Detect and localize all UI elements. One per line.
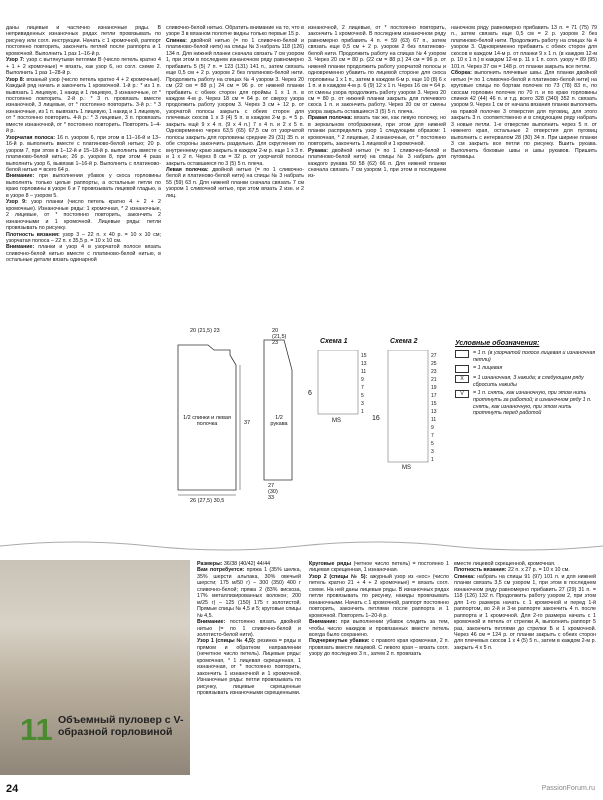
paragraph-text: сливочно-белой нитью. Обратить внимание на то, что в узоре 3 в вязаном полотне видны только первые 15 р. <box>166 25 304 38</box>
text-column-6 <box>309 561 449 776</box>
dim-sleeve-top: 20 (21,5) 23 <box>272 328 287 346</box>
paragraph-heading: Сборка: <box>451 70 472 77</box>
paragraph-heading: Внимание: <box>197 619 226 626</box>
scheme-row-number: 15 <box>361 353 367 359</box>
paragraph-heading: Узор 9: <box>6 199 27 206</box>
scheme-row-number: 11 <box>361 369 367 375</box>
dim-height: 37 <box>244 420 251 426</box>
paragraph <box>166 167 304 199</box>
dim-sleeve-bottom: 27 (30) 33 <box>268 483 278 501</box>
paragraph-text: при выполнении убавок у скоса горловины выполнять только целые раппорты, а остальные петли по краю горловины в узоре 6 и 7 провязывать лицевой гладью, а в узоре 8 – узором 5. <box>6 173 161 199</box>
paragraph-text: с правого края кромочная, 2 п. провязать вместе лицевой. С левого края – вязать согл. узору до последних 3 п., затем 2 п. провязать <box>309 638 449 658</box>
paragraph <box>6 173 161 199</box>
page-number: 24 <box>6 783 19 795</box>
scheme-row-number: 3 <box>361 401 364 407</box>
scheme-row-number: 1 <box>431 457 434 463</box>
legend-sym-knit <box>455 365 469 373</box>
paragraph <box>309 619 449 638</box>
scheme-1-rows <box>361 352 367 416</box>
paragraph-heading: Спинка: <box>454 573 475 580</box>
pattern-title: Объемный пуловер с V-образной горловиной <box>58 714 184 738</box>
scheme-row-number: 27 <box>431 353 437 359</box>
scheme-row-number: 3 <box>431 449 434 455</box>
pattern-diagram <box>160 320 305 530</box>
paragraph-heading: Правая полочка: <box>308 115 353 122</box>
scheme-row-number: 11 <box>431 417 437 423</box>
paragraph <box>6 244 161 263</box>
text-column-4 <box>451 25 597 333</box>
paragraph-text: двойной нитью (= по 1 сливочно-белой и платиново-белой нити) на спицы № 3 набрать 55 (59) 63 п. Для нижней планки сначала связать 7 см узором 1 сливочной нитью, при этом вязать 2 изн. и 2 лиц. <box>166 166 304 199</box>
paragraph <box>454 574 596 651</box>
scheme-row-number: 19 <box>431 385 437 391</box>
site-watermark: PassionForum.ru <box>541 785 595 792</box>
paragraph <box>6 199 161 231</box>
paragraph-text: узор с вытянутыми петлями В (число петель кратно 4 + 1 + 2 кромочные) = вязать, как узор 6, но согл. схеме 2. Выполнить 1 раз 1–28-й р. <box>6 57 161 77</box>
paragraph-text: 16 п. узором 6, при этом в 11–16-й и 13–16-й р. выполнить вместе с платиново-белой нитью; 20 р. узором 7, при этом в 1–12-й и 15–18-й р. выполнить вместе с платиново-белой нитью; 26 р. узором 8, при этом 4 раза выполнить узор 6, вывязав 1–16-й р. Выполнить с платиново-белой нитью = всего 64 р. <box>6 134 161 173</box>
legend-item: = 1 лицевая <box>473 365 503 372</box>
legend-title: Условные обозначения: <box>455 340 540 347</box>
paragraph <box>309 561 449 574</box>
paragraph-text: изнаночной, 2 лицевые, от * постоянно повторить, закончить 1 кромочной. В последнем изнаночном ряду равномерно прибавить 4 п. = 59 (63) 67 п., затем связать еще 0,5 см + 2 р. узором 2 без платиново-белой нити. Продолжить работу на спицах № 4 узором 3. Через 20 см = 80 р. (22 см = 88 р.) 24 см = 96 р. от нижней планки продолжить работу узорчатой полосы и одновременно убавить по лицевой стороне для скоса горловины 1 х 1 п., затем в каждом 6-м р. еще 10 (8) 6 х 1 п. и в каждом 4-м р. 6 (9) 12 х 1 п. Через 16 см = 64 р. от смены узора продолжить работу узором 3. Через 20 см = 80 р. от нижней планки закрыть для плечевого скоса 1 п. и закончить работу. Через 20 см от смены узора закрыть оставшиеся 3 (5) 5 п. плеча. <box>308 25 446 115</box>
scheme-row-number: 21 <box>431 377 437 383</box>
paragraph-heading: Рукава: <box>308 147 328 154</box>
pattern-number: 11 <box>20 712 53 747</box>
paragraph-text: 36/38 (40/42) 44/44 <box>223 561 271 567</box>
paragraph <box>309 638 449 657</box>
paragraph-heading: Внимание: <box>309 619 338 626</box>
legend-item: = 1 п. (в узорчатой полосе лицевая и изнаночная петли) <box>473 350 596 363</box>
scheme-2-ms: MS <box>402 465 411 471</box>
scheme-row-number: 1 <box>361 409 364 415</box>
legend-sym-purl: X <box>455 375 469 383</box>
scheme-row-number: 7 <box>361 385 364 391</box>
paragraph-heading: Внимание: <box>6 244 35 251</box>
wave-divider <box>0 538 603 554</box>
paragraph-heading: Вам потребуется: <box>197 567 245 574</box>
scheme-row-number: 15 <box>431 401 437 407</box>
scheme-row-number: 23 <box>431 369 437 375</box>
paragraph-text: резинка = ряды в прямом и обратном направлении (нечетное число петель). Лицевые ряды: кромочная, * 1 лицевая скрещенная, 1 изнаночная, от * постоянно повторить, закончить 1 изнаночной и 1 кромочной. Изнаночные ряды: петли провязывать по рисунку, лицевые скрещенные провязывать изнаночными скрещенными. <box>197 638 301 697</box>
paragraph-text: выполнить плечевые швы. Для планки двойной нитью (= по 1 сливочно-белой и платиново-белой нити) на круговые спицы по бортам полочек по 73 (78) 83 п., по скосам горловин полочек по 70 п. и по краю горловины спинки 42 (44) 46 п. и т.д. всего 328 (340) 352 п. связать узором 9. Через 1 см от начала вязания планки выполнить на правой полочке 3 отверстия для пуговиц, для этого закрыть 3 п. соответственно и в следующем ряду набрать 3 новые петли. 1-е отверстие выполнить через 5 п. от нижнего края, остальные 2 отверстия для пуговиц выполнить с интервалом 28 (30) 34 п. При ширине планки 3 см закрыть все петли по рисунку. Вшить рукава. Выполнить боковые швы и швы рукавов. Пришить пуговицы. <box>451 70 597 161</box>
paragraph <box>6 25 161 57</box>
paragraph <box>197 567 301 619</box>
paragraph-text: наночном ряду равномерно прибавить 13 п. = 71 (75) 79 п., затем связать еще 0,5 см = 2 р. узором 2 без платиново-белой нити. Продолжить работу на спицах № 4 узором 3. Одновременно прибавить с обеих сторон для скосов в каждом 14-м р. от планки 9 х 1 п. (в каждом 12-м р. 10 х 1 п.) в каждом 12-м р. 11 х 1 п. согл. узору = 89 (95) 101 п. Через 37 см = 148 р. от планки закрыть все петли. <box>451 25 597 70</box>
paragraph-text: вместе лицевой скрещенной, кромочная. <box>454 561 556 567</box>
paragraph-heading: Круговые ряды <box>309 561 352 567</box>
product-photo <box>0 560 190 775</box>
schemes <box>308 340 458 540</box>
paragraph <box>309 574 449 619</box>
paragraph <box>308 115 446 147</box>
label-sleeve: 1/2 рукава <box>270 415 288 427</box>
text-column-7 <box>454 561 596 776</box>
scheme-row-number: 25 <box>431 361 437 367</box>
scheme-row-number: 9 <box>431 425 434 431</box>
paragraph <box>166 25 304 38</box>
paragraph-text: узор планки (число петель кратно 4 + 2 + 2 кромочные). Изнаночные ряды: 1 кромочная, * 2 изнаночные, 2 лицевые, от * постоянно повторить, закончить 2 изнаночными и 1 кромочной. Лицевые ряды: петли провязывать по рисунку. <box>6 199 161 232</box>
legend-sym-stitch <box>455 350 469 358</box>
paragraph-text: постоянно вязать двойной нитью (= по 1 сливочно-белой и золотисто-белой нити). <box>197 619 301 638</box>
paragraph-heading: Спинка: <box>166 37 187 44</box>
text-column-5 <box>197 561 301 776</box>
paragraph-text: пряжа 1 (35% шелка, 35% шерсти альпака, 30% овечьей шерсти; 175 м/50 г) – 300 (350) 400 г сливочно-белой; пряжа 2 (83% вискоза, 17% металлизированных волокон; 200 м/25 г) – 125 (150) 175 г золотистой. Прямые спицы № 4,5 и 5; круговые спицы № 4,5. <box>197 567 301 619</box>
paragraph-heading: Внимание: <box>6 173 35 180</box>
legend <box>455 340 600 540</box>
paragraph-heading: Узор 8: <box>6 76 25 83</box>
text-column-3 <box>308 25 446 333</box>
scheme-2-title: Схема 2 <box>390 338 418 345</box>
paragraph <box>197 638 301 696</box>
label-back-front: 1/2 спинки и левая полочка <box>183 415 231 427</box>
scheme-2-left-num: 16 <box>372 415 380 422</box>
paragraph <box>6 77 161 135</box>
scheme-1-left-num: 6 <box>308 390 312 397</box>
paragraph-text: ажурный узор из «кос» (число петель кратно 21 + 4 + 2 кромочные) = вязать согл. схеме. На ней даны лицевые ряды. В изнаночных рядах петли провязывать по рисунку, накиды провязывать изнаночными. Начать с 1 кромочной, раппорт постоянно повторить, закончить петлями после раппорта и 1 кромочной. Повторять 1–20-й р. <box>309 573 449 619</box>
paragraph-text: (четное число петель) = постоянно 1 лицевая скрещенная, 1 изнаночная. <box>309 561 449 574</box>
scheme-row-number: 5 <box>431 441 434 447</box>
legend-item: = 1 п. снять, как изнаночную, при этом нить протянуть за работой; в изнаночном ряду 1 п. снять, как изнаночную, при этом нить протянуть перед работой <box>473 390 592 417</box>
paragraph-heading: Размеры: <box>197 561 223 567</box>
scheme-row-number: 5 <box>361 393 364 399</box>
paragraph-heading: Узор 2 (спицы № 5): <box>309 573 368 580</box>
paragraph-heading: Узорчатая полоса: <box>6 134 55 141</box>
paragraph-text: 22 п. х 27 р. = 10 х 10 см. <box>508 567 570 574</box>
paragraph-text: узор 3 – 22 п. х 40 р. = 10 х 10 см; узорчатая полоса – 22 п. х 35,5 р. = 10 х 10 см. <box>6 231 161 244</box>
scheme-row-number: 13 <box>431 409 437 415</box>
legend-item: = 1 изнаночная, 3 накида; в следующем ряду сбросить накиды <box>473 375 584 388</box>
legend-sym-slip: V <box>455 390 469 398</box>
paragraph-heading: Подчеркнутые убавки: <box>309 638 370 645</box>
paragraph <box>6 135 161 174</box>
paragraph-heading: Узор 7: <box>6 57 25 64</box>
paragraph <box>308 148 446 180</box>
paragraph-text: при выполнении убавок следить за тем, чтобы число накидов и провязанных вместе петель всегда было сохранено. <box>309 619 449 638</box>
dim-top: 20 (21,5) 23 <box>190 328 220 334</box>
scheme-1-ms: MS <box>332 418 341 424</box>
paragraph <box>166 38 304 167</box>
scheme-1-title: Схема 1 <box>320 338 348 345</box>
paragraph-text: двойной нитью (= по 1 сливочно-белой и платиново-белой нити) на спицы № 3 набрать 118 (126) 134 п. Для нижней планки сначала связать 7 см узором 1, при этом в последнем изнаночном ряду равномерно прибавить 5 (5) 7 п. = 123 (131) 141 п., затем связать еще 0,5 см + 2 р. узором 2 без платиново-белой нити. Продолжить работу на спицах № 4 узором 3. Через 20 см (22 см = 88 р.) 24 см = 96 р. от нижней планки прибавить с обеих сторон для проймы 1 х 1 п. в каждом 4-м р. Через 18 см = 64 р. от сверху узора продолжить работу узором 3. Через 3 см + 12 р. от узорчатой полосы закрыть с обеих сторон для плечевых скосов 1 х 3 (4) 5 п. в каждом 2-м р. = 5 р. закрыть ещё 9 х 4 п. (9 х 4 п.) 7 х 4 п. и 2 х 5 п. Одновременно через 63,5 (65) 67,5 см от узорчатой полосы закрыть для горловины средние 29 (31) 35 п. и обе стороны закончить раздельно. Для скругления по внутреннему краю закрыть в каждом 2-м р. еще 1 х 3 п. и 1 х 2 п. Через 8 см = 32 р. от узорчатой полосы закрыть оставшиеся по 3 (5) 5 п. плеча. <box>166 37 304 167</box>
paragraph-heading: Левая полочка: <box>166 166 209 173</box>
text-column-1 <box>6 25 161 505</box>
paragraph-text: двойной нитью (= по 1 сливочно-белой и платиново-белой нити) на спицы № 3 набрать для каждого рукава 50 58 (62) 66 п. Для нижней планки сначала связать 7 см узором 1, при этом в последнем из- <box>308 147 446 180</box>
paragraph-text: вязаный узор (число петель кратно 4 + 2 кромочные). Каждый ряд начать и закончить 1 кромочной. 1-й р.: * из 1 п. вывязать 1 лицевую, 1 накид и 1 лицевую, 3 изнаночные, от * постоянно повторить. 2-й р.: * 3 п. провязать вместе изнаночной, 3 лицевые, от * постоянно повторить. 3-й р.: * 3 изнаночные, из 1 п. вывязать 1 лицевую, 1 накид и 1 лицевую, от * постоянно повторить. 4-й р.: * 3 лицевые, 3 п. провязать вместе изнаночной, от * постоянно повторить. Повторять 1–4-й р. <box>6 76 161 135</box>
paragraph <box>451 70 597 160</box>
scheme-row-number: 13 <box>361 361 367 367</box>
text-column-2 <box>166 25 304 325</box>
paragraph <box>451 25 597 70</box>
paragraph-heading: Плотность вязания: <box>6 231 60 238</box>
scheme-row-number: 17 <box>431 393 437 399</box>
paragraph <box>308 25 446 115</box>
paragraph <box>197 619 301 638</box>
paragraph-heading: Узор 1 (спицы № 4,5): <box>197 638 256 645</box>
scheme-row-number: 9 <box>361 377 364 383</box>
scheme-row-number: 7 <box>431 433 434 439</box>
paragraph <box>6 57 161 76</box>
paragraph-text: даны лицевые и частично изнаночные ряды. В непривиденных изнаночных рядах петли провязывать по рисунку или согл. инструкции. Начать с 1 кромочной, раппорт постоянно повторить, закончить петлей после раппорта и 1 кромочной. Выполнить 1 раз 1–16-й р. <box>6 25 161 57</box>
paragraph <box>6 232 161 245</box>
dim-bottom: 26 (27,5) 30,5 <box>190 498 225 504</box>
paragraph-text: вязать так же, как левую полочку, но в зеркальном отображении, при этом для нижней планки распределить узор 1 следующим образом: 1 кромочная, * 2 лицевые, 2 изнаночные, от * постоянно повторить, закончить 1 лицевой и 1 кромочной. <box>308 115 446 148</box>
scheme-2-rows <box>431 352 437 464</box>
paragraph-heading: Плотность вязания: <box>454 567 507 574</box>
paragraph-text: планки и узор 4 в узорчатой полосе вязать сливочно-белой нитью вместе с платиново-белой нитью, в остальные детали вязать одинарной <box>6 244 161 264</box>
paragraph-text: набрать на спицы 91 (97) 101 п. и для нижней планки связать 3,5 см узором 1, при этом в последнем изнаночном ряду равномерно прибавить 27 (29) 31 п. = 118 (126) 132 п. Продолжить работу узором 2, при этом для 1-го размера начать с 1 кромочной и перед 1-й раппортом, во 2-й и 3-м раппорте закончить 4 п. после раппорта и 1 кромочной. Для 2-го размера начать с 1 кромочной и петель от стрелки А, выполнить раппорт 5 раз, закончить петлями до стрелки Б и 1 кромочной. Через 46 см = 124 р. от планки закрыть с обеих сторон для плечевых скосов 1 х 4 (5) 5 п., затем в каждом 2-м р. закрыть 4 х 5 п. <box>454 573 596 651</box>
